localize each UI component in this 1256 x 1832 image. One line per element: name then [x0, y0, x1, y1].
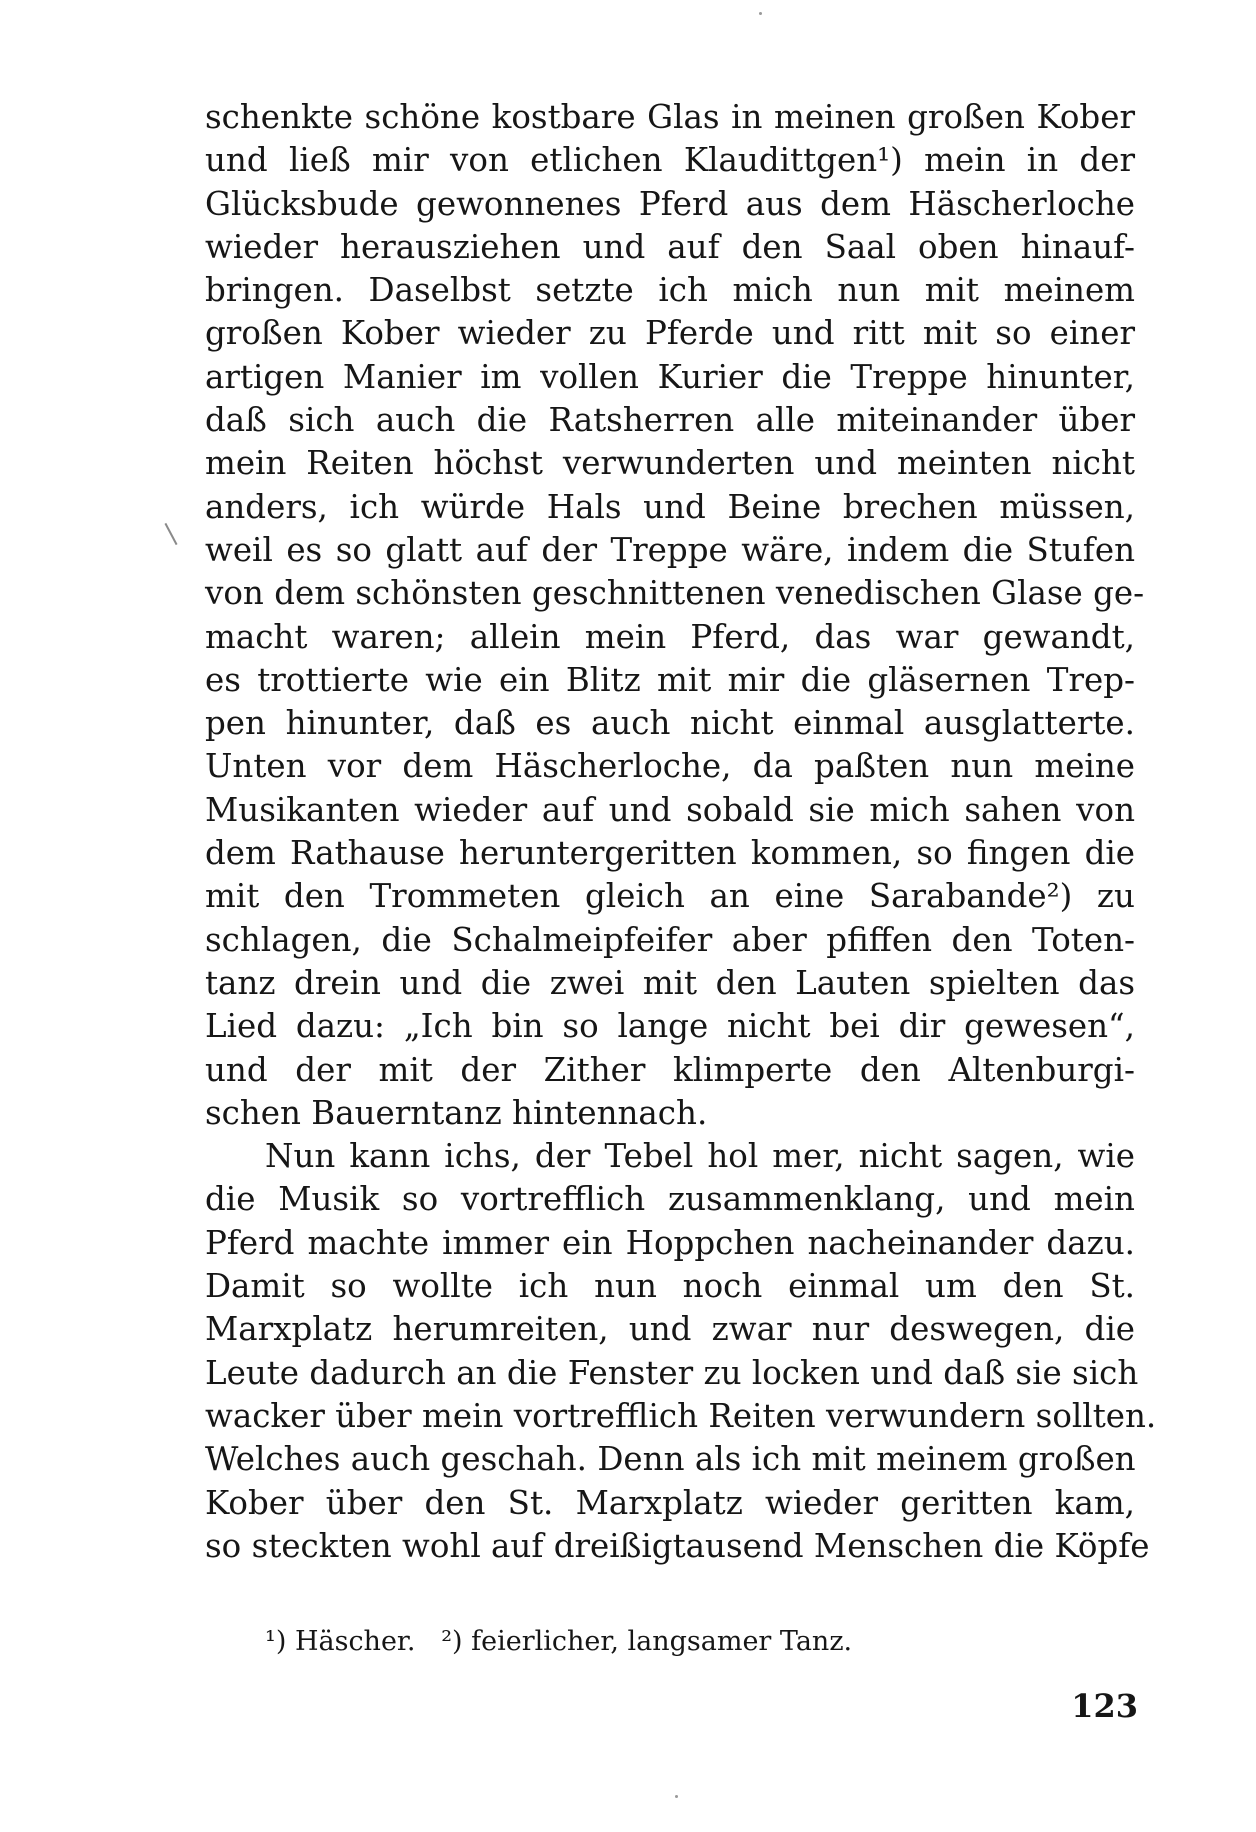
- text-line: pen hinunter, daß es auch nicht einmal ausglatterte.: [205, 704, 1135, 743]
- text-line: dem Rathause heruntergeritten kommen, so fingen die: [205, 834, 1135, 873]
- footnotes: ¹) Häscher. ²) feierlicher, langsamer Tanz.: [265, 1626, 853, 1657]
- text-line: anders, ich würde Hals und Beine brechen müssen,: [205, 487, 1135, 526]
- text-line: Musikanten wieder auf und sobald sie mich sahen von: [205, 790, 1135, 829]
- text-line: Marxplatz herumreiten, und zwar nur deswegen, die: [205, 1310, 1135, 1349]
- text-line: mit den Trommeten gleich an eine Sarabande²) zu: [205, 877, 1135, 916]
- text-line: großen Kober wieder zu Pferde und ritt mit so einer: [205, 314, 1135, 353]
- text-line: Nun kann ichs, der Tebel hol mer, nicht sagen, wie: [265, 1137, 1135, 1176]
- body-text: [205, 96, 1157, 1568]
- text-line: daß sich auch die Ratsherren alle miteinander über: [205, 401, 1135, 440]
- text-line: schlagen, die Schalmeipfeifer aber pfiffen den Toten-: [205, 920, 1135, 959]
- text-line: Unten vor dem Häscherloche, da paßten nun meine: [205, 747, 1135, 786]
- text-line: es trottierte wie ein Blitz mit mir die gläsernen Trep-: [205, 660, 1135, 699]
- scan-speck: [675, 1795, 678, 1798]
- text-line: tanz drein und die zwei mit den Lauten spielten das: [205, 963, 1135, 1002]
- text-line: Leute dadurch an die Fenster zu locken und daß sie sich: [205, 1353, 1139, 1392]
- text-line: Welches auch geschah. Denn als ich mit meinem großen: [205, 1440, 1136, 1479]
- text-line: schen Bauerntanz hintennach.: [205, 1093, 708, 1132]
- page-number: 123: [1071, 1687, 1138, 1725]
- scan-mark: [164, 523, 177, 545]
- text-line: macht waren; allein mein Pferd, das war gewandt,: [205, 617, 1135, 656]
- text-line: schenkte schöne kostbare Glas in meinen großen Kober: [205, 98, 1135, 136]
- text-line: Glücksbude gewonnenes Pferd aus dem Häscherloche: [205, 184, 1135, 223]
- text-line: mein Reiten höchst verwunderten und meinten nicht: [205, 444, 1135, 483]
- text-line: Damit so wollte ich nun noch einmal um den St.: [205, 1267, 1135, 1306]
- text-line: Lied dazu: „Ich bin so lange nicht bei dir gewesen“,: [205, 1007, 1135, 1046]
- text-line: so steckten wohl auf dreißigtausend Menschen die Köpfe: [205, 1526, 1150, 1565]
- text-line: von dem schönsten geschnittenen venedischen Glase ge-: [205, 574, 1145, 613]
- text-line: und der mit der Zither klimperte den Altenburgi-: [205, 1050, 1135, 1089]
- text-line: Pferd machte immer ein Hoppchen nacheinander dazu.: [205, 1223, 1135, 1262]
- text-line: und ließ mir von etlichen Klaudittgen¹) mein in der: [205, 141, 1135, 180]
- text-line: Kober über den St. Marxplatz wieder geritten kam,: [205, 1483, 1135, 1522]
- text-line: bringen. Daselbst setzte ich mich nun mit meinem: [205, 271, 1135, 310]
- scan-speck: [759, 12, 762, 15]
- text-line: weil es so glatt auf der Treppe wäre, indem die Stufen: [205, 530, 1135, 569]
- text-line: artigen Manier im vollen Kurier die Treppe hinunter,: [205, 357, 1135, 396]
- text-line: wieder herausziehen und auf den Saal oben hinauf-: [205, 227, 1135, 266]
- text-line: die Musik so vortrefflich zusammenklang, und mein: [205, 1180, 1135, 1219]
- text-line: wacker über mein vortrefflich Reiten verwundern sollten.: [205, 1396, 1157, 1435]
